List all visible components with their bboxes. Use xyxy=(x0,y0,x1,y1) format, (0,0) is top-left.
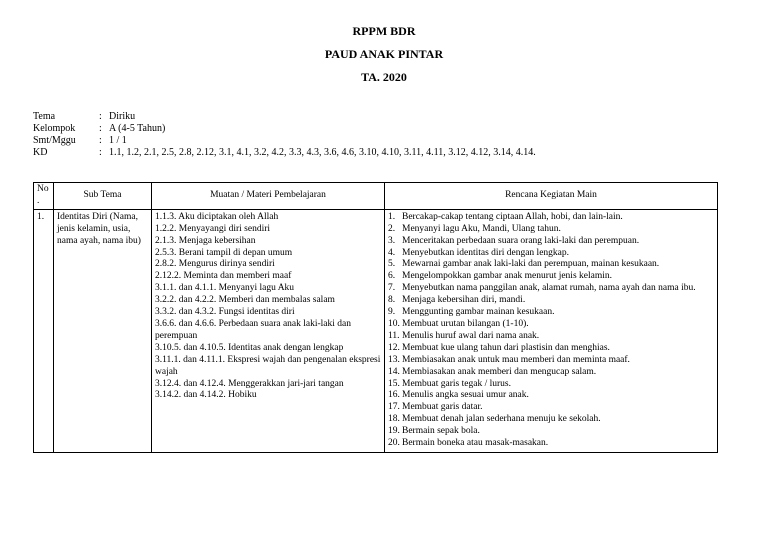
muatan-item: 3.6.6. dan 4.6.6. Perbedaan suara anak laki-laki dan perempuan xyxy=(155,318,352,341)
muatan-item: 1.1.3. Aku diciptakan oleh Allah xyxy=(155,211,279,222)
meta-label: Kelompok xyxy=(33,123,76,134)
kegiatan-num: 8. xyxy=(388,295,396,306)
kegiatan-list xyxy=(388,212,714,450)
kegiatan-num: 3. xyxy=(388,235,396,246)
kegiatan-item xyxy=(388,307,714,319)
meta-value: 1 / 1 xyxy=(109,135,127,146)
kegiatan-item xyxy=(388,367,714,379)
row-subtema: Identitas Diri (Nama, jenis kelamin, usia, nama ayah, nama ibu) xyxy=(54,209,152,452)
kegiatan-item xyxy=(388,438,714,450)
kegiatan-num: 7. xyxy=(388,283,396,294)
kegiatan-num: 17. xyxy=(388,402,400,413)
meta-row-kelompok xyxy=(33,123,536,135)
kegiatan-num: 20. xyxy=(388,438,400,449)
meta-value: 1.1, 1.2, 2.1, 2.5, 2.8, 2.12, 3.1, 4.1, 3.2, 4.2, 3.3, 4.3, 3.6, 4.6, 3.10, 4.10, 3.11, 4.11, 3.12, 4.12, 3.14, 4.14. xyxy=(109,147,536,158)
meta-colon: : xyxy=(99,135,102,146)
kegiatan-num: 11. xyxy=(388,330,400,341)
kegiatan-num: 5. xyxy=(388,259,396,270)
kegiatan-item xyxy=(388,319,714,331)
kegiatan-num: 4. xyxy=(388,247,396,258)
meta-row-smt xyxy=(33,135,536,147)
muatan-item: 2.12.2. Meminta dan memberi maaf xyxy=(155,271,292,282)
meta-label: Smt/Mggu xyxy=(33,135,76,146)
school-name: PAUD ANAK PINTAR xyxy=(324,47,444,61)
meta-block xyxy=(33,111,536,159)
muatan-item: 3.11.1. dan 4.11.1. Ekspresi wajah dan pengenalan ekspresi wajah xyxy=(155,354,381,377)
kegiatan-text: Membiasakan anak memberi dan mengucap salam. xyxy=(402,366,597,377)
kegiatan-item xyxy=(388,355,714,367)
kegiatan-item xyxy=(388,414,714,426)
row-kegiatan xyxy=(385,209,718,452)
table-header-row xyxy=(34,183,718,210)
kegiatan-item xyxy=(388,248,714,260)
kegiatan-text: Menyebutkan nama panggilan anak, alamat rumah, nama ayah dan nama ibu. xyxy=(402,283,696,294)
kegiatan-text: Menceritakan perbedaan suara orang laki-laki dan perempuan. xyxy=(402,235,640,246)
kegiatan-text: Menggunting gambar mainan kesukaan. xyxy=(402,307,555,318)
kegiatan-item xyxy=(388,283,714,295)
meta-value: Diriku xyxy=(109,111,136,122)
muatan-list xyxy=(155,212,381,403)
header-kegiatan: Rencana Kegiatan Main xyxy=(385,183,718,210)
kegiatan-text: Membuat denah jalan sederhana menuju ke sekolah. xyxy=(402,414,601,425)
kegiatan-item xyxy=(388,236,714,248)
school-year: TA. 2020 xyxy=(361,70,407,84)
kegiatan-text: Bercakap-cakap tentang ciptaan Allah, hobi, dan lain-lain. xyxy=(402,211,623,222)
kegiatan-num: 16. xyxy=(388,390,400,401)
muatan-item: 2.1.3. Menjaga kebersihan xyxy=(155,235,256,246)
kegiatan-item xyxy=(388,343,714,355)
kegiatan-text: Menyebutkan identitas diri dengan lengkap. xyxy=(402,247,569,258)
kegiatan-item xyxy=(388,212,714,224)
meta-label: KD xyxy=(33,147,48,158)
meta-row-tema xyxy=(33,111,536,123)
row-no: 1. xyxy=(34,209,54,452)
muatan-item: 3.12.4. dan 4.12.4. Menggerakkan jari-jari tangan xyxy=(155,378,344,389)
kegiatan-item xyxy=(388,426,714,438)
header-muatan: Muatan / Materi Pembelajaran xyxy=(152,183,385,210)
kegiatan-item xyxy=(388,271,714,283)
kegiatan-text: Mengelompokkan gambar anak menurut jenis kelamin. xyxy=(402,271,612,282)
header-no: No . xyxy=(34,183,54,210)
kegiatan-item xyxy=(388,224,714,236)
muatan-item: 3.1.1. dan 4.1.1. Menyanyi lagu Aku xyxy=(155,283,295,294)
kegiatan-item xyxy=(388,402,714,414)
header-subtema: Sub Tema xyxy=(54,183,152,210)
kegiatan-text: Menyanyi lagu Aku, Mandi, Ulang tahun. xyxy=(402,223,561,234)
kegiatan-text: Menulis angka sesuai umur anak. xyxy=(402,390,529,401)
kegiatan-num: 10. xyxy=(388,318,400,329)
meta-row-kd xyxy=(33,147,536,159)
meta-value: A (4-5 Tahun) xyxy=(109,123,166,134)
kegiatan-num: 9. xyxy=(388,307,396,318)
muatan-item: 1.2.2. Menyayangi diri sendiri xyxy=(155,223,271,234)
kegiatan-text: Membiasakan anak untuk mau memberi dan meminta maaf. xyxy=(402,354,630,365)
kegiatan-item xyxy=(388,295,714,307)
kegiatan-num: 12. xyxy=(388,342,400,353)
muatan-item: 3.10.5. dan 4.10.5. Identitas anak dengan lengkap xyxy=(155,342,344,353)
muatan-item: 3.2.2. dan 4.2.2. Memberi dan membalas salam xyxy=(155,295,335,306)
meta-colon: : xyxy=(99,123,102,134)
kegiatan-num: 6. xyxy=(388,271,396,282)
meta-colon: : xyxy=(99,147,102,158)
kegiatan-num: 18. xyxy=(388,414,400,425)
table-row xyxy=(34,209,718,452)
kegiatan-num: 1. xyxy=(388,211,396,222)
kegiatan-text: Menjaga kebersihan diri, mandi. xyxy=(402,295,526,306)
kegiatan-item xyxy=(388,390,714,402)
kegiatan-num: 14. xyxy=(388,366,400,377)
meta-colon: : xyxy=(99,111,102,122)
row-muatan xyxy=(152,209,385,452)
kegiatan-item xyxy=(388,379,714,391)
kegiatan-text: Membuat garis datar. xyxy=(402,402,483,413)
kegiatan-text: Membuat garis tegak / lurus. xyxy=(402,378,511,389)
kegiatan-num: 19. xyxy=(388,426,400,437)
kegiatan-text: Membuat kue ulang tahun dari plastisin dan menghias. xyxy=(402,342,610,353)
kegiatan-item xyxy=(388,331,714,343)
muatan-item: 3.3.2. dan 4.3.2. Fungsi identitas diri xyxy=(155,307,295,318)
kegiatan-text: Bermain sepak bola. xyxy=(402,426,480,437)
kegiatan-text: Membuat urutan bilangan (1-10). xyxy=(402,318,529,329)
muatan-item: 2.5.3. Berani tampil di depan umum xyxy=(155,247,293,258)
doc-title: RPPM BDR xyxy=(352,24,416,38)
kegiatan-num: 2. xyxy=(388,223,396,234)
kegiatan-text: Menulis huruf awal dari nama anak. xyxy=(402,330,540,341)
kegiatan-text: Mewarnai gambar anak laki-laki dan perempuan, mainan kesukaan. xyxy=(402,259,660,270)
meta-label: Tema xyxy=(33,111,56,122)
rppm-table xyxy=(33,182,718,453)
kegiatan-num: 13. xyxy=(388,354,400,365)
kegiatan-item xyxy=(388,259,714,271)
muatan-item: 2.8.2. Mengurus dirinya sendiri xyxy=(155,259,275,270)
muatan-item: 3.14.2. dan 4.14.2. Hobiku xyxy=(155,390,257,401)
kegiatan-num: 15. xyxy=(388,378,400,389)
kegiatan-text: Bermain boneka atau masak-masakan. xyxy=(402,438,549,449)
